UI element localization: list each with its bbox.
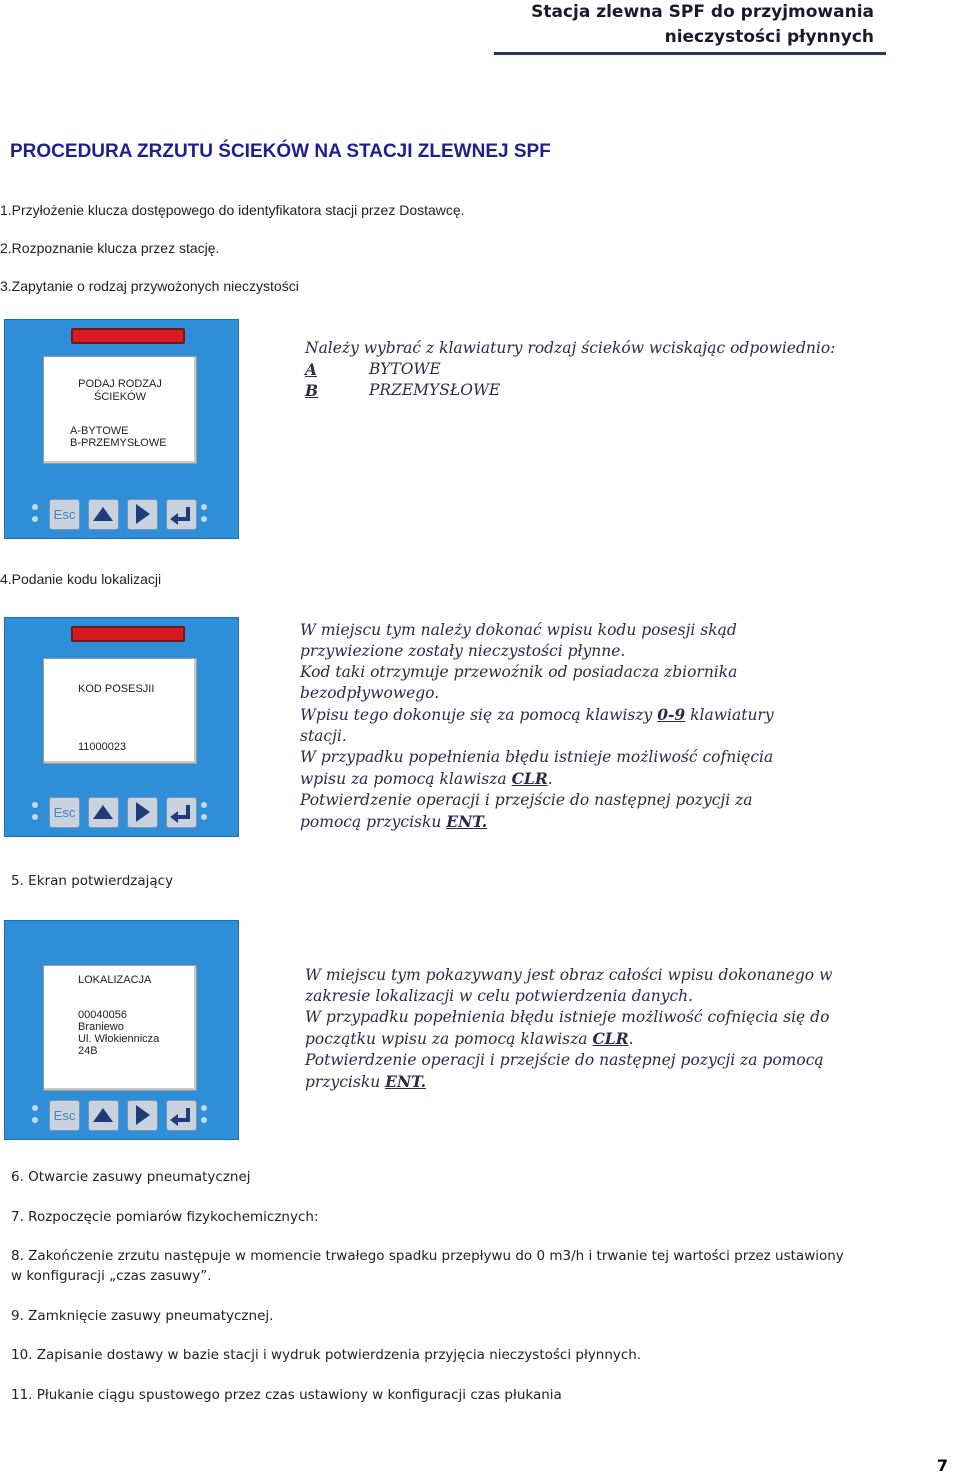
desc-line: Potwierdzenie operacji i przejście do następnej pozycji za pomocą — [305, 1051, 824, 1069]
panel-3-description — [305, 965, 832, 1093]
panel-1-description — [305, 338, 835, 401]
indicator-dot — [32, 814, 38, 820]
desc-line: początku wpisu za pomocą klawisza CLR. — [305, 1029, 634, 1048]
desc-line: W miejscu tym należy dokonać wpisu kodu posesji skąd — [300, 621, 737, 639]
screen-line: Ul. Włokiennicza — [78, 1033, 160, 1045]
step-10: 10. Zapisanie dostawy w bazie stacji i wydruk potwierdzenia przyjęcia nieczystości płynnych. — [11, 1347, 642, 1363]
indicator-dot — [201, 1117, 207, 1123]
right-arrow-icon — [136, 1105, 150, 1125]
indicator-dot — [32, 802, 38, 808]
enter-key[interactable] — [166, 499, 197, 530]
esc-key[interactable]: Esc — [49, 499, 80, 530]
indicator-dot — [201, 504, 207, 510]
status-led — [71, 626, 185, 642]
option-a-key: A — [305, 360, 318, 379]
header-line-2: nieczystości płynnych — [664, 27, 874, 47]
option-b-label: PRZEMYSŁOWE — [369, 381, 501, 399]
step-6: 6. Otwarcie zasuwy pneumatycznej — [11, 1169, 251, 1185]
step-7: 7. Rozpoczęcie pomiarów fizykochemicznych: — [11, 1209, 319, 1225]
indicator-dot — [201, 1105, 207, 1111]
running-header — [531, 0, 874, 50]
step-1: 1.Przyłożenie klucza dostępowego do identyfikatora stacji przez Dostawcę. — [0, 202, 465, 218]
desc-line: przycisku ENT. — [305, 1072, 427, 1091]
desc-line: bezodpływowego. — [300, 684, 440, 702]
right-arrow-icon — [136, 504, 150, 524]
step-11: 11. Płukanie ciągu spustowego przez czas ustawiony w konfiguracji czas płukania — [11, 1387, 562, 1403]
desc-line: W miejscu tym pokazywany jest obraz całości wpisu dokonanego w — [305, 966, 833, 984]
device-panel-1 — [4, 319, 239, 539]
up-arrow-key[interactable] — [88, 797, 119, 828]
desc-line: zakresie lokalizacji w celu potwierdzenia danych. — [305, 987, 694, 1005]
right-arrow-key[interactable] — [127, 1100, 158, 1131]
key-ref: ENT. — [385, 1072, 427, 1091]
screen-line: 11000023 — [78, 741, 127, 753]
desc-line: przywiezione zostały nieczystości płynne. — [300, 642, 626, 660]
enter-key[interactable] — [166, 1100, 197, 1131]
option-b-key: B — [305, 381, 319, 400]
screen-line: KOD POSESJII — [78, 683, 155, 695]
device-panel-2 — [4, 617, 239, 837]
step-4: 4.Podanie kodu lokalizacji — [0, 571, 162, 587]
right-arrow-key[interactable] — [127, 797, 158, 828]
key-ref: CLR — [592, 1029, 629, 1048]
screen-line: PODAJ RODZAJ — [78, 378, 162, 390]
step-8-line-1: 8. Zakończenie zrzutu następuje w momencie trwałego spadku przepływu do 0 m3/h i trwanie tej wartości przez ustawiony — [11, 1248, 844, 1264]
key-ref: ENT. — [446, 812, 488, 831]
esc-key[interactable]: Esc — [49, 1100, 80, 1131]
step-8-line-2: w konfiguracji „czas zasuwy”. — [11, 1268, 212, 1284]
option-a-label: BYTOWE — [369, 360, 441, 378]
page-number: 7 — [936, 1456, 948, 1475]
up-arrow-icon — [93, 805, 113, 819]
panel-2-description — [300, 620, 774, 833]
screen-line: B-PRZEMYSŁOWE — [70, 437, 167, 449]
step-3: 3.Zapytanie o rodzaj przywożonych nieczystości — [0, 278, 299, 294]
key-ref: CLR — [511, 769, 548, 788]
desc-line: pomocą przycisku ENT. — [300, 812, 488, 831]
indicator-dot — [201, 814, 207, 820]
header-line-1: Stacja zlewna SPF do przyjmowania — [531, 2, 874, 22]
screen-line: Braniewo — [78, 1021, 124, 1033]
enter-key[interactable] — [166, 797, 197, 828]
indicator-dot — [32, 504, 38, 510]
header-rule — [494, 52, 886, 55]
screen-line: LOKALIZACJA — [78, 974, 152, 986]
desc-line: W przypadku popełnienia błędu istnieje możliwość cofnięcia — [300, 748, 774, 766]
desc-line: wpisu za pomocą klawisza CLR. — [300, 769, 553, 788]
indicator-dot — [32, 1117, 38, 1123]
esc-key[interactable]: Esc — [49, 797, 80, 828]
desc-line: W przypadku popełnienia błędu istnieje możliwość cofnięcia się do — [305, 1008, 830, 1026]
indicator-dot — [32, 516, 38, 522]
indicator-dot — [201, 516, 207, 522]
page-title: PROCEDURA ZRZUTU ŚCIEKÓW NA STACJI ZLEWNEJ SPF — [10, 141, 551, 162]
indicator-dot — [201, 802, 207, 808]
desc-line: Wpisu tego dokonuje się za pomocą klawiszy 0-9 klawiatury — [300, 705, 774, 724]
screen-line: 24B — [78, 1045, 98, 1057]
up-arrow-key[interactable] — [88, 1100, 119, 1131]
step-8 — [11, 1246, 844, 1286]
step-2: 2.Rozpoznanie klucza przez stację. — [0, 240, 220, 256]
indicator-dot — [32, 1105, 38, 1111]
desc-line: Potwierdzenie operacji i przejście do następnej pozycji za — [300, 791, 753, 809]
up-arrow-icon — [93, 507, 113, 521]
desc-line: stacji. — [300, 727, 347, 745]
device-screen — [43, 658, 197, 764]
screen-line: 00040056 — [78, 1009, 127, 1021]
right-arrow-icon — [136, 802, 150, 822]
screen-line: ŚCIEKÓW — [94, 391, 146, 403]
device-panel-3 — [4, 920, 239, 1140]
right-arrow-key[interactable] — [127, 499, 158, 530]
status-led — [71, 328, 185, 344]
step-9: 9. Zamknięcie zasuwy pneumatycznej. — [11, 1308, 274, 1324]
desc-line: Kod taki otrzymuje przewoźnik od posiadacza zbiornika — [300, 663, 738, 681]
device-screen — [43, 965, 197, 1091]
screen-line: A-BYTOWE — [70, 425, 129, 437]
up-arrow-key[interactable] — [88, 499, 119, 530]
device-screen — [43, 356, 197, 464]
key-ref: 0-9 — [657, 705, 686, 724]
step-5: 5. Ekran potwierdzający — [11, 873, 174, 889]
up-arrow-icon — [93, 1108, 113, 1122]
desc-line: Należy wybrać z klawiatury rodzaj ścieków wciskając odpowiednio: — [305, 339, 836, 357]
